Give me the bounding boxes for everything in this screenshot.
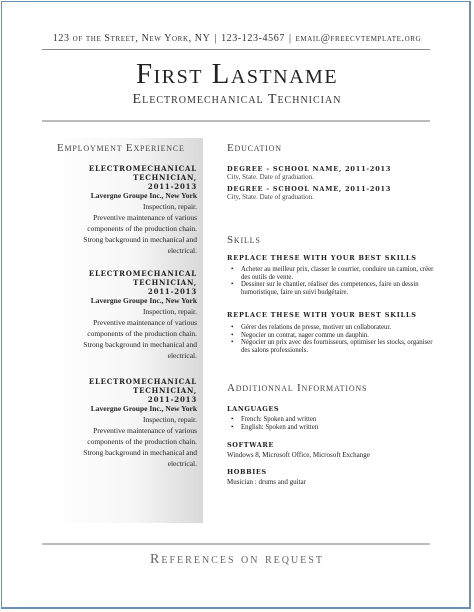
skills-group-heading: REPLACE THESE WITH YOUR BEST SKILLS (227, 254, 417, 262)
job-years: 2011-2013 (147, 287, 197, 296)
job-line: Inspection, repair. (143, 202, 197, 211)
contact-line (0, 33, 474, 44)
skill-item: • Negocier un contrat, nager comme un dauphin. (227, 332, 437, 340)
job-line: Strong background in mechanical and (83, 340, 197, 349)
contact-address: 123 of the Street, New York, NY (52, 33, 211, 44)
job-line: electrical. (167, 459, 197, 468)
job-company: Lavergne Groupe Inc., New York (90, 296, 197, 305)
contact-email: email@freecvtemplate.org (295, 33, 422, 44)
contact-phone: 123-123-4567 (221, 33, 285, 44)
footer-divider (42, 543, 430, 545)
skill-item: • Dessiner sur le chantier, réaliser des competences, faire un dessin humoristique, faire un suivi budgétaire. (227, 281, 437, 296)
software-heading: SOFTWARE (227, 441, 274, 449)
candidate-name: First Lastname (135, 58, 339, 90)
degree-entry (227, 165, 437, 181)
language-item: • English: Spoken and written (227, 424, 437, 432)
candidate-title: Electromechanical Technician (132, 92, 342, 107)
job-company: Lavergne Groupe Inc., New York (90, 191, 197, 200)
job-line: Preventive maintenance of various (93, 318, 197, 327)
job-line: Preventive maintenance of various (93, 426, 197, 435)
degree-detail: City, State. Date of graduation. (227, 193, 314, 201)
skills-heading: Skills (227, 234, 261, 246)
job-line: Inspection, repair. (143, 415, 197, 424)
job-line: Strong background in mechanical and (83, 448, 197, 457)
hobbies-heading: HOBBIES (227, 468, 267, 476)
job-line: electrical. (167, 351, 197, 360)
degree-detail: City, State. Date of graduation. (227, 173, 314, 181)
skill-item: • Acheter au meilleur prix, classer le courrier, conduire un camion, créer des outils de vente. (227, 266, 437, 281)
degree-title: DEGREE - SCHOOL NAME, 2011-2013 (227, 165, 392, 173)
top-divider (42, 49, 430, 50)
degree-entry (227, 185, 437, 201)
job-years: 2011-2013 (147, 182, 197, 191)
job-line: components of the production chain. (87, 437, 197, 446)
additional-heading: Additionnal Informations (227, 382, 368, 394)
references-footer: References on request (150, 552, 324, 567)
hobbies-text: Musician : drums and guitar (227, 478, 306, 486)
skills-list (227, 324, 437, 354)
job-entry (47, 377, 197, 469)
skills-list (227, 266, 437, 296)
skill-item: • Gérer des relations de presse, motiver un collaborateur. (227, 324, 437, 332)
job-line: electrical. (167, 246, 197, 255)
contact-separator: | (288, 33, 292, 44)
contact-separator: | (214, 33, 218, 44)
job-title: ELECTROMECHANICAL TECHNICIAN, (88, 269, 197, 287)
job-entry (47, 269, 197, 361)
languages-list (227, 416, 437, 431)
job-years: 2011-2013 (147, 395, 197, 404)
job-line: Inspection, repair. (143, 307, 197, 316)
job-title: ELECTROMECHANICAL TECHNICIAN, (88, 377, 197, 395)
software-text: Windows 8, Microsoft Office, Microsoft Exchange (227, 451, 370, 459)
header-divider (42, 120, 430, 122)
job-line: components of the production chain. (87, 329, 197, 338)
employment-heading: Employment Experience (57, 142, 185, 154)
employment-column (45, 138, 203, 523)
job-line: Strong background in mechanical and (83, 235, 197, 244)
skill-item: • Négocier un prix avec des fournisseurs, optimiser les stocks, organiser des salons professionels. (227, 339, 437, 354)
job-line: Preventive maintenance of various (93, 213, 197, 222)
job-title: ELECTROMECHANICAL TECHNICIAN, (88, 164, 197, 182)
education-heading: Education (227, 142, 282, 154)
degree-title: DEGREE - SCHOOL NAME, 2011-2013 (227, 185, 392, 193)
job-company: Lavergne Groupe Inc., New York (90, 404, 197, 413)
language-item: • French: Spoken and written (227, 416, 437, 424)
job-line: components of the production chain. (87, 224, 197, 233)
job-entry (47, 164, 197, 256)
languages-heading: LANGUAGES (227, 405, 280, 413)
skills-group-heading: REPLACE THESE WITH YOUR BEST SKILLS (227, 311, 417, 319)
